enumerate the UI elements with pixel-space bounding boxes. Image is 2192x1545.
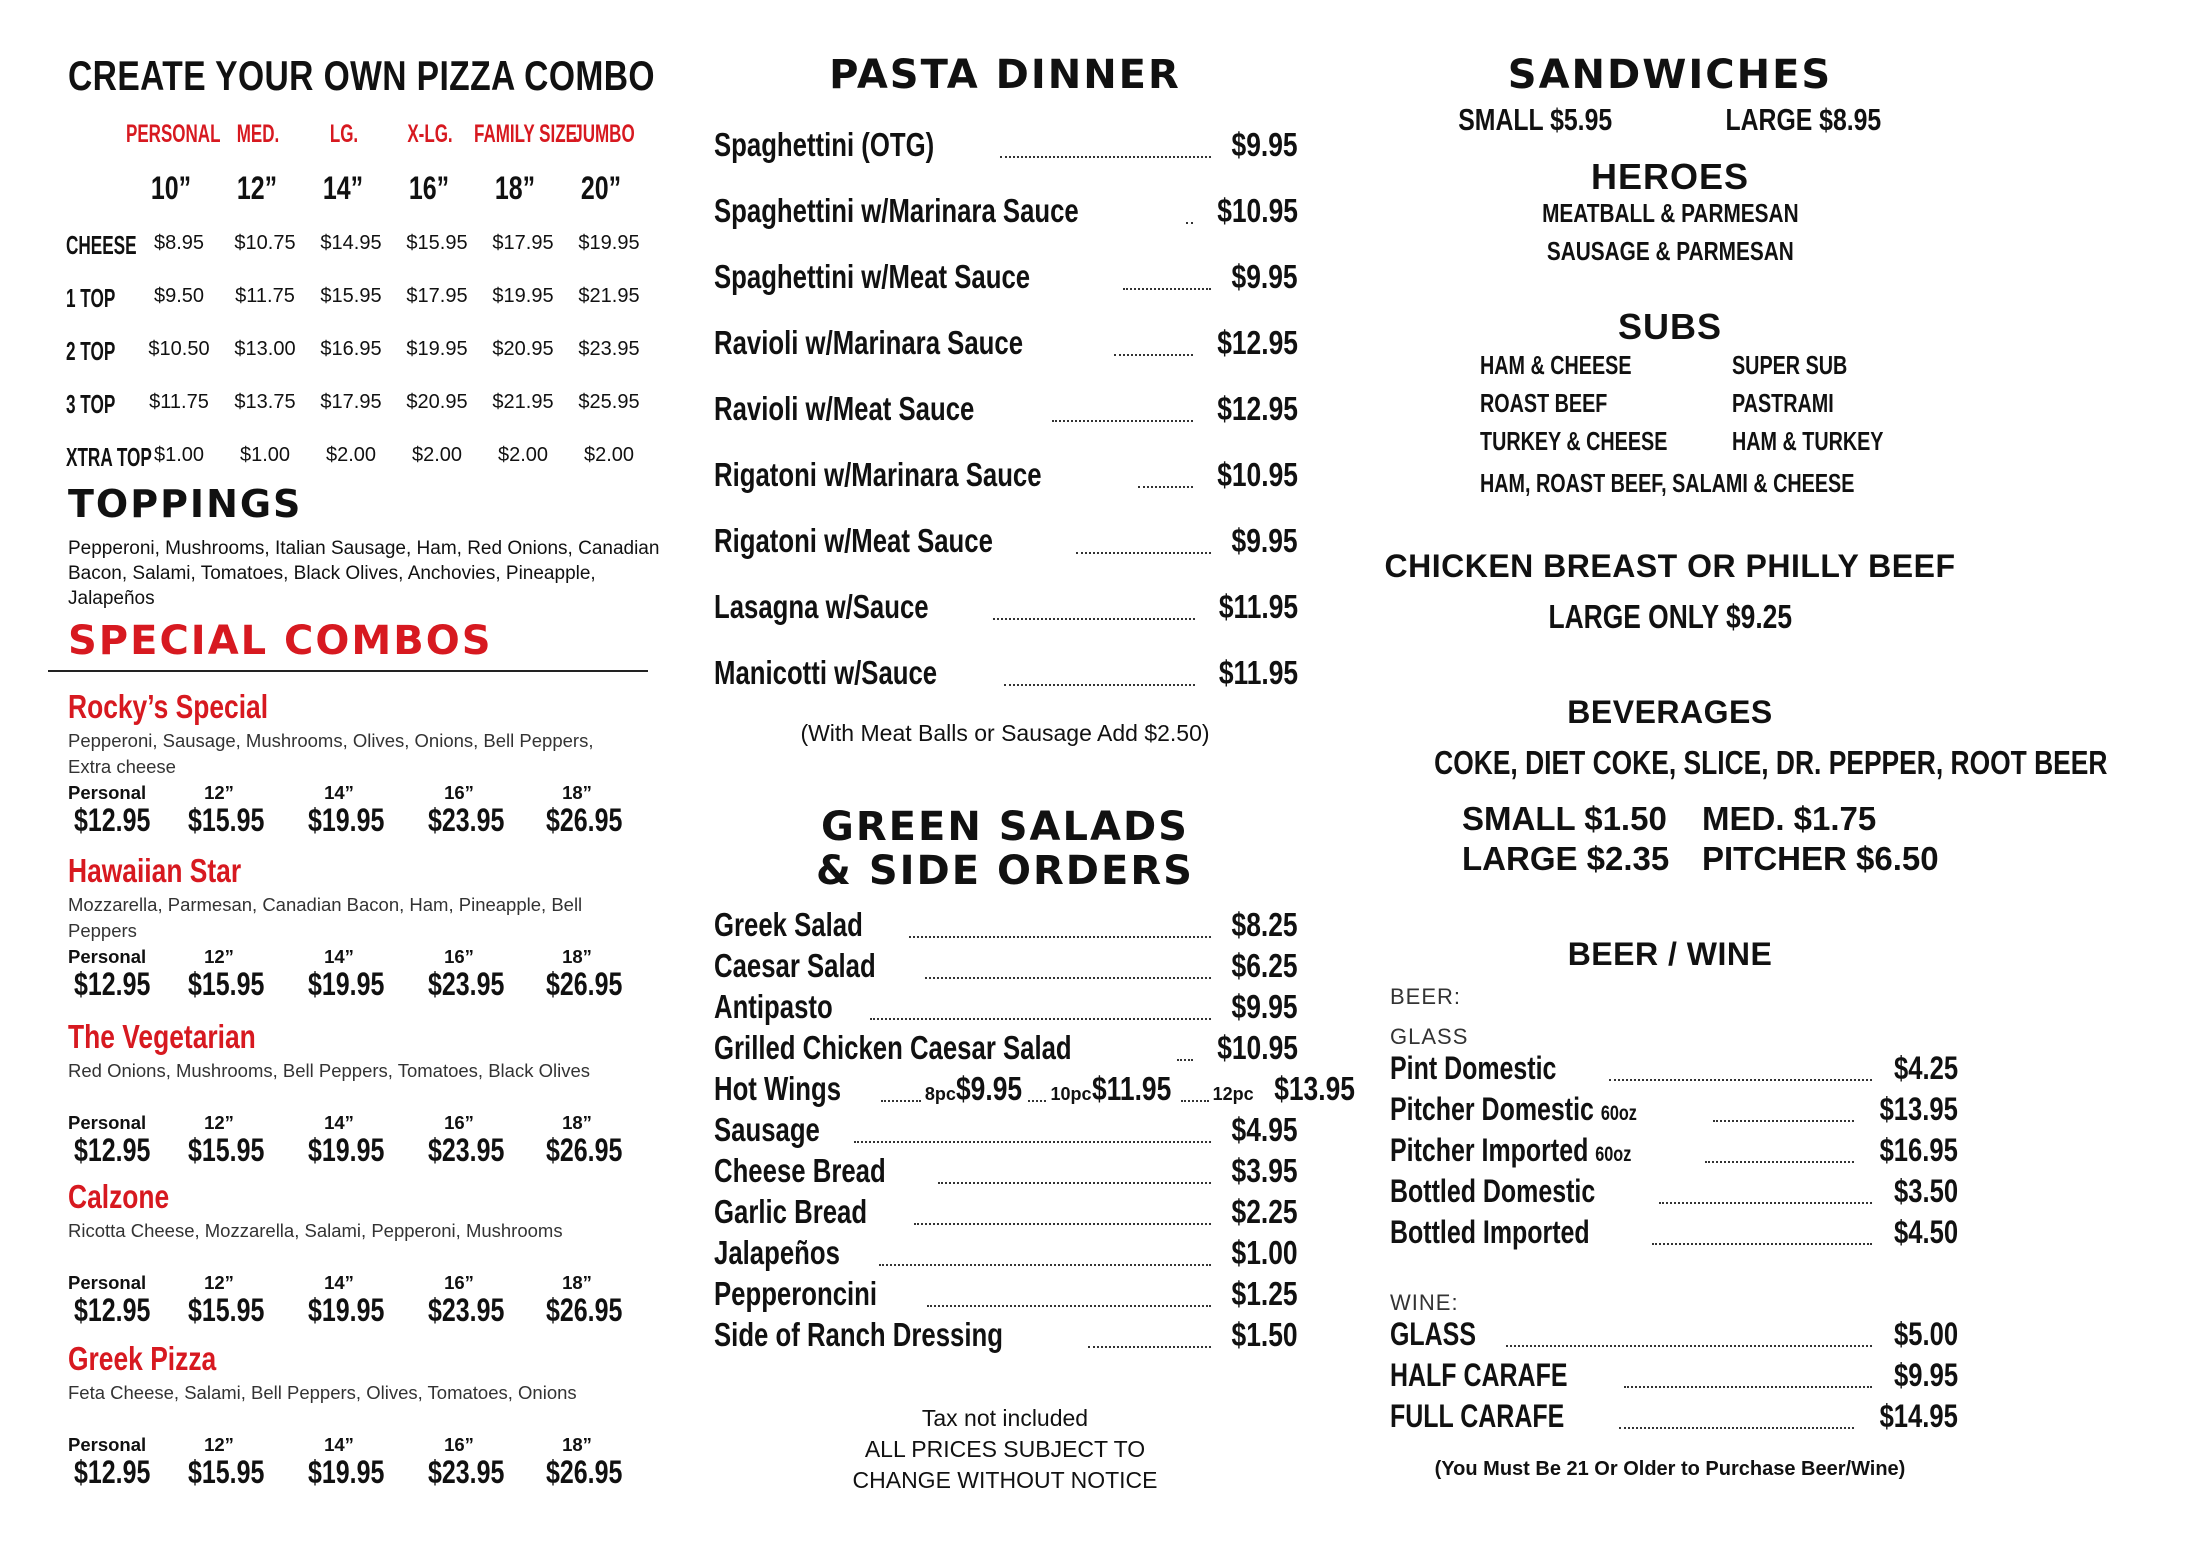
price-cell: $10.50: [148, 338, 210, 360]
leader-dots: [927, 1305, 1211, 1307]
pasta-item: [714, 456, 1298, 494]
item-price: $9.95: [1231, 522, 1298, 559]
beer-item: [1390, 1050, 1958, 1087]
price-cell: $13.00: [234, 338, 296, 360]
beer-name: Pitcher Imported: [1390, 1132, 1589, 1168]
price-cell: $2.00: [325, 444, 377, 466]
beer-wine-title: BEER / WINE: [1567, 936, 1773, 972]
leader-dots: [1624, 1386, 1872, 1388]
size-name: LG.: [329, 120, 359, 148]
item-name: Spaghettini (OTG): [714, 126, 935, 163]
leader-dots: [1114, 354, 1193, 356]
combo-size: 12”: [204, 782, 234, 803]
combo-price: $23.95: [428, 966, 505, 1002]
pasta-item: [714, 654, 1298, 692]
combo-price: $15.95: [188, 966, 265, 1002]
price-cell: $1.00: [153, 444, 205, 466]
side-item: [714, 947, 1298, 985]
price-cell: $11.75: [235, 285, 295, 307]
pizza-row-cheese: [66, 230, 656, 270]
item-name: Manicotti w/Sauce: [714, 654, 938, 691]
leader-dots: [914, 1223, 1211, 1225]
pizza-column: [0, 0, 660, 1545]
pizza-row-2top: [66, 336, 656, 376]
price-cell: $2.00: [411, 444, 463, 466]
tax-line: Tax not included: [921, 1405, 1089, 1431]
wing-price: $13.95: [1273, 1070, 1355, 1107]
combo-price: $12.95: [74, 1292, 151, 1328]
leader-dots: [1506, 1345, 1872, 1347]
size-name: X-LG.: [407, 120, 453, 148]
combo-price: $19.95: [308, 1132, 385, 1168]
row-label: 3 TOP: [66, 389, 116, 419]
leader-dots: [881, 1100, 921, 1102]
side-item: [714, 1193, 1298, 1231]
leader-dots: [1619, 1427, 1854, 1429]
item-name: Pepperoncini: [714, 1275, 878, 1312]
price-cell: $17.95: [406, 285, 468, 307]
price-cell: $19.95: [578, 232, 640, 254]
item-price: $9.95: [1231, 988, 1298, 1025]
sandwich-small: SMALL $5.95: [1458, 102, 1613, 137]
price-cell: $19.95: [406, 338, 468, 360]
size-inches: 16”: [408, 170, 450, 206]
sub-item: HAM & TURKEY: [1732, 426, 1884, 456]
chicken-title: CHICKEN BREAST OR PHILLY BEEF: [1384, 548, 1956, 584]
item-name: HALF CARAFE: [1390, 1357, 1568, 1393]
item-price: $12.95: [1217, 324, 1298, 361]
combo-name: Rocky’s Special: [68, 688, 269, 725]
item-price: $8.25: [1231, 906, 1298, 943]
item-name: Lasagna w/Sauce: [714, 588, 929, 625]
toppings-list: Pepperoni, Mushrooms, Italian Sausage, Ham, Red Onions, Canadian Bacon, Salami, Tomatoes, Black Olives, Anchovies, Pineapple, Jalapeños: [68, 538, 660, 609]
item-name: Grilled Chicken Caesar Salad: [714, 1029, 1072, 1066]
price-cell: $17.95: [492, 232, 554, 254]
price-cell: $21.95: [578, 285, 640, 307]
pizza-row-3top: [66, 389, 656, 429]
item-price: $1.50: [1231, 1316, 1298, 1353]
item-price: $10.95: [1217, 1029, 1298, 1066]
toppings-title: TOPPINGS: [68, 482, 303, 526]
sub-item: HAM, ROAST BEEF, SALAMI & CHEESE: [1480, 468, 1855, 498]
side-item: [714, 1275, 1298, 1313]
item-price: $9.95: [1231, 258, 1298, 295]
combo-size: 14”: [324, 1112, 354, 1133]
combo-size: 18”: [562, 1112, 592, 1133]
combo-price: $26.95: [546, 1454, 623, 1490]
item-name: Pint Domestic: [1390, 1050, 1557, 1086]
item-name: GLASS: [1390, 1316, 1476, 1352]
item-price: $13.95: [1879, 1091, 1958, 1127]
leader-dots: [1713, 1120, 1855, 1122]
combo-name: Hawaiian Star: [68, 852, 242, 889]
beer-item: [1390, 1173, 1958, 1210]
combo-size: 12”: [204, 1272, 234, 1293]
leader-dots: [909, 936, 1212, 938]
sandwich-column: [1350, 0, 2108, 1545]
row-label: CHEESE: [66, 230, 137, 260]
price-cell: $2.00: [583, 444, 635, 466]
item-price: $12.95: [1217, 390, 1298, 427]
price-cell: $20.95: [492, 338, 554, 360]
item-price: $14.95: [1879, 1398, 1958, 1434]
leader-dots: [1004, 684, 1195, 686]
item-name: Hot Wings: [714, 1070, 842, 1107]
combo-size: 14”: [324, 782, 354, 803]
combo-calzone: [68, 1178, 668, 1338]
side-item: [714, 1152, 1298, 1190]
combo-size: 12”: [204, 946, 234, 967]
row-label: XTRA TOP: [66, 442, 152, 472]
combo-size: 18”: [562, 782, 592, 803]
leader-dots: [1000, 156, 1211, 158]
combo-price: $26.95: [546, 802, 623, 838]
item-price: $9.95: [1231, 126, 1298, 163]
price-cell: $15.95: [406, 232, 468, 254]
wine-item: [1390, 1357, 1958, 1394]
beverages-title: BEVERAGES: [1567, 694, 1773, 730]
price-cell: $8.95: [153, 232, 205, 254]
pasta-item: [714, 522, 1298, 560]
item-name: Side of Ranch Dressing: [714, 1316, 1003, 1353]
price-cell: $11.75: [149, 391, 209, 413]
combo-price: $12.95: [74, 1454, 151, 1490]
item-name: Ravioli w/Meat Sauce: [714, 390, 975, 427]
tax-note: [700, 1403, 1310, 1496]
item-price: $2.25: [1231, 1193, 1298, 1230]
subs-title: SUBS: [1617, 306, 1723, 347]
item-price: $1.00: [1231, 1234, 1298, 1271]
wing-count: 10pc: [1050, 1084, 1092, 1104]
side-item: [714, 1234, 1298, 1272]
side-item: [714, 988, 1298, 1026]
leader-dots: [925, 977, 1211, 979]
item-price: $5.00: [1893, 1316, 1958, 1352]
combo-size: 18”: [562, 1272, 592, 1293]
combo-price: $23.95: [428, 1454, 505, 1490]
leader-dots: [1138, 486, 1193, 488]
price-cell: $2.00: [497, 444, 549, 466]
item-price: $10.95: [1217, 456, 1298, 493]
size-inches: 10”: [150, 170, 192, 206]
beer-item: [1390, 1214, 1958, 1251]
hero-item: SAUSAGE & PARMESAN: [1546, 236, 1794, 266]
combo-price: $15.95: [188, 1454, 265, 1490]
item-name: Ravioli w/Marinara Sauce: [714, 324, 1024, 361]
item-price: $4.95: [1231, 1111, 1298, 1148]
size-name: FAMILY SIZE: [474, 120, 577, 148]
pasta-title: PASTA DINNER: [829, 52, 1181, 98]
item-price: $9.95: [1893, 1357, 1958, 1393]
combo-price: $23.95: [428, 802, 505, 838]
combo-size: 14”: [324, 1272, 354, 1293]
salads-title-line2: & SIDE ORDERS: [816, 848, 1194, 894]
pizza-row-xtra-top: [66, 442, 656, 482]
combo-size: Personal: [68, 946, 147, 967]
side-item: [714, 1029, 1298, 1067]
size-name: JUMBO: [573, 120, 635, 148]
beer-item: [1390, 1132, 1958, 1169]
row-label: 2 TOP: [66, 336, 116, 366]
bev-large: LARGE $2.35: [1462, 840, 1670, 877]
combo-description: Feta Cheese, Salami, Bell Peppers, Olives, Tomatoes, Onions: [68, 1382, 577, 1403]
age-note: (You Must Be 21 Or Older to Purchase Beer/Wine): [1434, 1458, 1906, 1480]
pasta-item: [714, 126, 1298, 164]
leader-dots: [1652, 1243, 1872, 1245]
combo-price: $26.95: [546, 966, 623, 1002]
leader-dots: [1186, 222, 1193, 224]
hero-item: MEATBALL & PARMESAN: [1541, 198, 1799, 228]
item-price: $4.50: [1893, 1214, 1958, 1250]
combo-size: 16”: [444, 782, 474, 803]
item-name: FULL CARAFE: [1390, 1398, 1565, 1434]
item-name: Greek Salad: [714, 906, 863, 943]
pasta-item: [714, 324, 1298, 362]
tax-line: ALL PRICES SUBJECT TO: [864, 1436, 1146, 1462]
leader-dots: [1088, 1346, 1211, 1348]
price-cell: $10.75: [234, 232, 296, 254]
leader-dots: [1177, 1059, 1194, 1061]
chicken-price: LARGE ONLY $9.25: [1548, 598, 1792, 635]
combo-size: 12”: [204, 1112, 234, 1133]
price-cell: $21.95: [492, 391, 554, 413]
item-name: Sausage: [714, 1111, 820, 1148]
size-inches: 20”: [580, 170, 622, 206]
item-price: $3.50: [1893, 1173, 1958, 1209]
wine-item: [1390, 1316, 1958, 1353]
combo-size: 14”: [324, 1434, 354, 1455]
pasta-item: [714, 588, 1298, 626]
combo-price: $19.95: [308, 1454, 385, 1490]
leader-dots: [1659, 1202, 1872, 1204]
bev-pitcher: PITCHER $6.50: [1702, 840, 1939, 877]
item-name: Rigatoni w/Marinara Sauce: [714, 456, 1042, 493]
combo-price: $12.95: [74, 1132, 151, 1168]
size-inches: 12”: [236, 170, 278, 206]
combo-size: 16”: [444, 946, 474, 967]
combo-size: 14”: [324, 946, 354, 967]
combo-hawaiian-star: [68, 852, 668, 1012]
combo-size: 12”: [204, 1434, 234, 1455]
combo-size: Personal: [68, 1112, 147, 1133]
item-price: $6.25: [1231, 947, 1298, 984]
wing-count: 8pc: [924, 1084, 956, 1104]
combo-name: Calzone: [68, 1178, 170, 1215]
item-price: $3.95: [1231, 1152, 1298, 1189]
combo-name: The Vegetarian: [68, 1018, 256, 1055]
heroes-title: HEROES: [1590, 156, 1750, 197]
pasta-column: [700, 0, 1355, 1545]
pasta-item: [714, 192, 1298, 230]
combo-size: 16”: [444, 1112, 474, 1133]
item-name: Rigatoni w/Meat Sauce: [714, 522, 993, 559]
item-name: Bottled Domestic: [1390, 1173, 1596, 1209]
combo-size: 16”: [444, 1272, 474, 1293]
wing-count: 12pc: [1212, 1084, 1254, 1104]
divider: [48, 670, 648, 672]
item-price: $4.25: [1893, 1050, 1958, 1086]
price-cell: $16.95: [320, 338, 382, 360]
pasta-item: [714, 390, 1298, 428]
beer-size: 60oz: [1595, 1143, 1632, 1166]
side-item: [714, 906, 1298, 944]
combo-description: Mozzarella, Parmesan, Canadian Bacon, Ham, Pineapple, Bell Peppers: [68, 894, 583, 941]
combo-price: $15.95: [188, 802, 265, 838]
bev-small: SMALL $1.50: [1462, 800, 1667, 837]
sub-item: PASTRAMI: [1732, 388, 1834, 418]
special-combos-title: SPECIAL COMBOS: [68, 618, 493, 664]
sub-item: SUPER SUB: [1732, 350, 1848, 380]
leader-dots: [870, 1018, 1211, 1020]
item-name: Bottled Imported: [1390, 1214, 1590, 1250]
item-name: Spaghettini w/Meat Sauce: [714, 258, 1031, 295]
combo-price: $15.95: [188, 1132, 265, 1168]
combo-price: $26.95: [546, 1132, 623, 1168]
leader-dots: [1705, 1161, 1854, 1163]
price-cell: $25.95: [578, 391, 640, 413]
size-name: PERSONAL: [126, 120, 221, 148]
item-name: [1390, 1132, 1631, 1169]
combo-rockys-special: [68, 688, 668, 848]
combo-price: $23.95: [428, 1132, 505, 1168]
price-cell: $19.95: [492, 285, 554, 307]
combo-size: Personal: [68, 782, 147, 803]
leader-dots: [1028, 1100, 1046, 1102]
size-inches: 14”: [322, 170, 364, 206]
item-name: Jalapeños: [714, 1234, 840, 1271]
combo-price: $19.95: [308, 966, 385, 1002]
price-cell: $9.50: [153, 285, 205, 307]
combo-the-vegetarian: [68, 1018, 668, 1178]
combo-size: 18”: [562, 1434, 592, 1455]
bev-med: MED. $1.75: [1702, 800, 1877, 837]
tax-line: CHANGE WITHOUT NOTICE: [852, 1467, 1158, 1493]
pasta-item: [714, 258, 1298, 296]
sub-item: HAM & CHEESE: [1480, 350, 1632, 380]
beer-size: 60oz: [1600, 1102, 1637, 1125]
pizza-row-1top: [66, 283, 656, 323]
item-price: $11.95: [1218, 654, 1298, 691]
combo-description: Pepperoni, Sausage, Mushrooms, Olives, Onions, Bell Peppers, Extra cheese: [68, 730, 594, 777]
item-name: Garlic Bread: [714, 1193, 868, 1230]
leader-dots: [1181, 1100, 1209, 1102]
sandwich-large: LARGE $8.95: [1725, 102, 1882, 137]
beer-label: BEER:: [1390, 984, 1462, 1009]
leader-dots: [1123, 288, 1211, 290]
side-item: [714, 1316, 1298, 1354]
price-cell: $23.95: [578, 338, 640, 360]
leader-dots: [879, 1264, 1211, 1266]
wing-price: $9.95: [955, 1070, 1022, 1107]
combo-price: $12.95: [74, 802, 151, 838]
beverage-list: COKE, DIET COKE, SLICE, DR. PEPPER, ROOT BEER: [1434, 744, 2108, 781]
leader-dots: [854, 1141, 1212, 1143]
leader-dots: [938, 1182, 1211, 1184]
size-inches: 18”: [494, 170, 536, 206]
item-name: Cheese Bread: [714, 1152, 886, 1189]
combo-price: $19.95: [308, 802, 385, 838]
item-price: $10.95: [1217, 192, 1298, 229]
price-cell: $14.95: [320, 232, 382, 254]
beer-item: [1390, 1091, 1958, 1128]
hot-wings-item: [714, 1070, 1355, 1108]
item-price: $11.95: [1218, 588, 1298, 625]
combo-price: $26.95: [546, 1292, 623, 1328]
combo-size: Personal: [68, 1272, 147, 1293]
item-name: Spaghettini w/Marinara Sauce: [714, 192, 1079, 229]
combo-size: 16”: [444, 1434, 474, 1455]
leader-dots: [1076, 552, 1212, 554]
combo-price: $19.95: [308, 1292, 385, 1328]
combo-price: $15.95: [188, 1292, 265, 1328]
combo-price: $23.95: [428, 1292, 505, 1328]
wine-label: WINE:: [1390, 1290, 1459, 1315]
item-name: Caesar Salad: [714, 947, 876, 984]
item-name: [1390, 1091, 1637, 1128]
salads-title-line1: GREEN SALADS: [821, 804, 1189, 850]
beer-name: Pitcher Domestic: [1390, 1091, 1594, 1127]
wing-price: $11.95: [1091, 1070, 1171, 1107]
leader-dots: [1609, 1079, 1872, 1081]
price-cell: $13.75: [234, 391, 296, 413]
combo-description: Red Onions, Mushrooms, Bell Peppers, Tomatoes, Black Olives: [68, 1060, 590, 1081]
glass-label: GLASS: [1390, 1024, 1469, 1049]
sandwich-prices: [1350, 102, 1990, 138]
pasta-note: (With Meat Balls or Sausage Add $2.50): [800, 720, 1210, 746]
row-label: 1 TOP: [66, 283, 116, 313]
combo-price: $12.95: [74, 966, 151, 1002]
price-cell: $20.95: [406, 391, 468, 413]
sub-item: TURKEY & CHEESE: [1480, 426, 1668, 456]
side-item: [714, 1111, 1298, 1149]
pizza-combo-title: CREATE YOUR OWN PIZZA COMBO: [68, 52, 655, 99]
wine-item: [1390, 1398, 1958, 1435]
size-name: MED.: [236, 120, 280, 148]
price-cell: $15.95: [320, 285, 382, 307]
item-price: $1.25: [1231, 1275, 1298, 1312]
combo-size: 18”: [562, 946, 592, 967]
leader-dots: [993, 618, 1195, 620]
combo-description: Ricotta Cheese, Mozzarella, Salami, Pepperoni, Mushrooms: [68, 1220, 563, 1241]
price-cell: $17.95: [320, 391, 382, 413]
item-name: Antipasto: [714, 988, 833, 1025]
price-cell: $1.00: [239, 444, 291, 466]
combo-greek-pizza: [68, 1340, 668, 1500]
item-price: $16.95: [1879, 1132, 1958, 1168]
sub-item: ROAST BEEF: [1480, 388, 1608, 418]
combo-name: Greek Pizza: [68, 1340, 217, 1377]
leader-dots: [1052, 420, 1193, 422]
combo-size: Personal: [68, 1434, 147, 1455]
sandwiches-title: SANDWICHES: [1507, 52, 1833, 98]
